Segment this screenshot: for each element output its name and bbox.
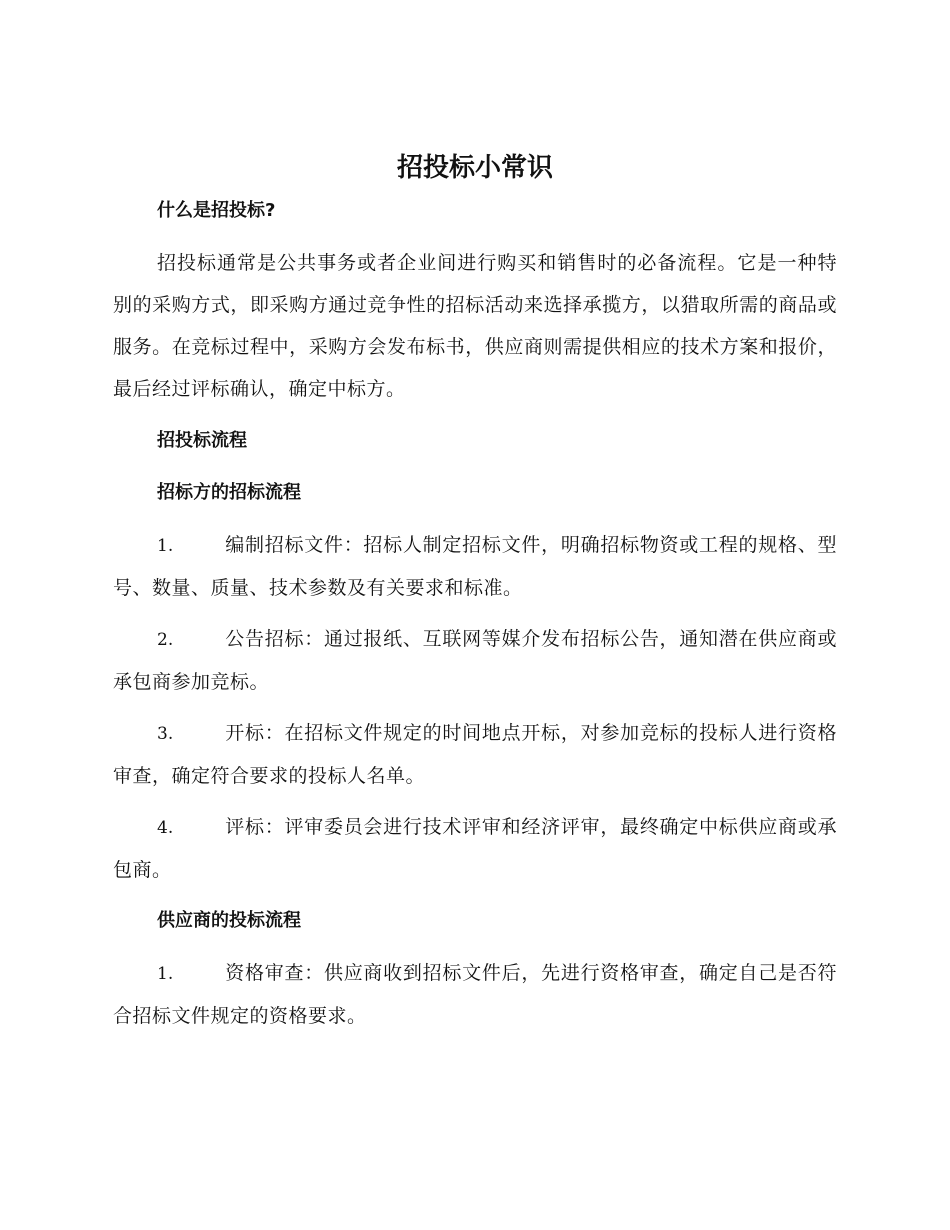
- list-item-number: 1.: [157, 964, 174, 984]
- list-item: [113, 618, 837, 703]
- list-item-text: 编制招标文件：招标人制定招标文件，明确招标物资或工程的规格、型号、数量、质量、技术参数及有关要求和标准。: [113, 534, 837, 599]
- section-heading-tenderer-process: 招标方的招标流程: [157, 482, 301, 503]
- section-heading-what-is-bidding: 什么是招投标?: [157, 200, 276, 221]
- list-item-number: 1.: [157, 536, 174, 556]
- list-item: [113, 712, 837, 797]
- section-heading-supplier-process: 供应商的投标流程: [157, 910, 301, 931]
- list-item-text: 开标：在招标文件规定的时间地点开标，对参加竞标的投标人进行资格审查，确定符合要求的投标人名单。: [113, 722, 837, 787]
- document-title: 招投标小常识: [396, 153, 553, 183]
- list-item-number: 4.: [157, 818, 174, 838]
- section-heading-bidding-process: 招投标流程: [157, 430, 247, 451]
- list-item-number: 2.: [157, 630, 174, 650]
- list-item-text: 资格审查：供应商收到招标文件后，先进行资格审查，确定自己是否符合招标文件规定的资格要求。: [113, 962, 837, 1027]
- intro-paragraph: 招投标通常是公共事务或者企业间进行购买和销售时的必备流程。它是一种特别的采购方式，即采购方通过竞争性的招标活动来选择承揽方，以猎取所需的商品或服务。在竞标过程中，采购方会发布标书，供应商则需提供相应的技术方案和报价，最后经过评标确认，确定中标方。: [113, 252, 837, 400]
- list-item: [113, 806, 837, 891]
- list-item-number: 3.: [157, 724, 174, 744]
- list-item: [113, 952, 837, 1037]
- list-item-text: 评标：评审委员会进行技术评审和经济评审，最终确定中标供应商或承包商。: [113, 816, 837, 881]
- list-item-text: 公告招标：通过报纸、互联网等媒介发布招标公告，通知潜在供应商或承包商参加竞标。: [113, 628, 837, 693]
- list-item: [113, 524, 837, 609]
